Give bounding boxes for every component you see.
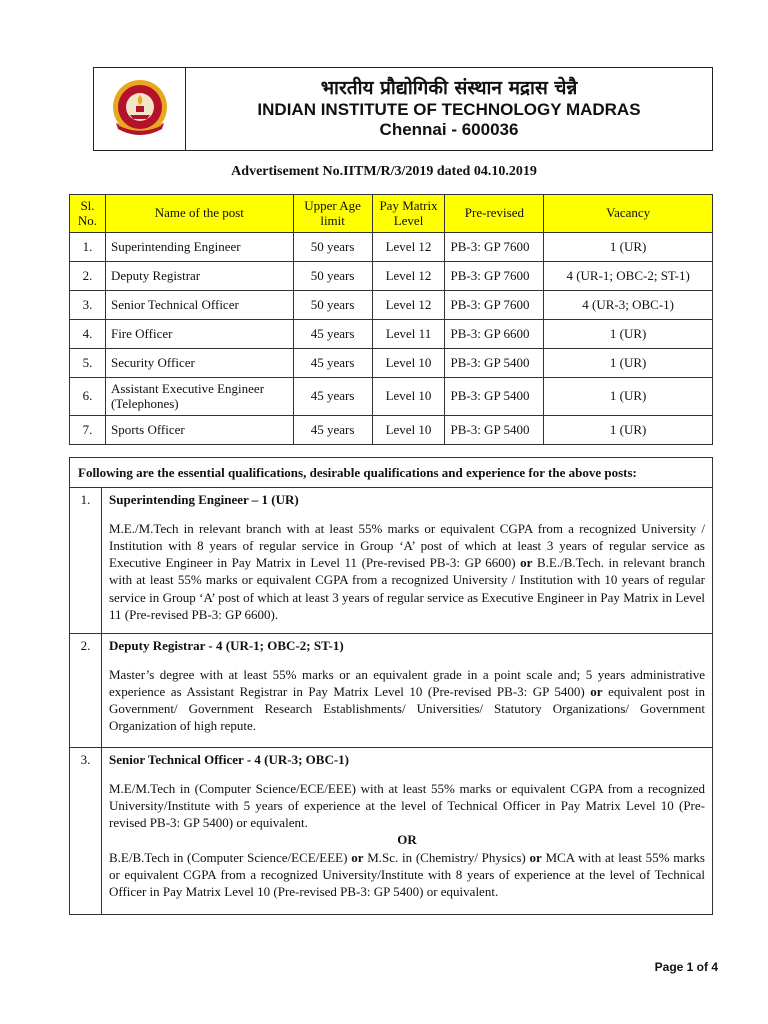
cell-name: Assistant Executive Engineer (Telephones)	[105, 378, 293, 416]
cell-sl: 6.	[70, 378, 106, 416]
qualification-number: 2.	[70, 634, 102, 747]
cell-vacancy: 1 (UR)	[544, 416, 713, 445]
cell-vacancy: 4 (UR-1; OBC-2; ST-1)	[544, 262, 713, 291]
qualification-item	[70, 634, 712, 748]
header-pay: Pay Matrix Level	[372, 195, 445, 233]
header-vacancy: Vacancy	[544, 195, 713, 233]
institute-name-english: INDIAN INSTITUTE OF TECHNOLOGY MADRAS	[257, 99, 641, 119]
header-prerevised: Pre-revised	[445, 195, 544, 233]
header-title-block	[186, 68, 712, 150]
qualification-text: B.E/B.Tech in (Computer Science/ECE/EEE) or M.Sc. in (Chemistry/ Physics) or MCA with at least 55% marks or equivalent CGPA from a recognized University/Institute with 8 years of experience at the level of Technical Officer in Pay Matrix Level 10 (Pre-revised PB-3: GP 5400) or equivalent.	[109, 849, 705, 899]
cell-sl: 5.	[70, 349, 106, 378]
advertisement-number: Advertisement No.IITM/R/3/2019 dated 04.10.2019	[231, 164, 537, 179]
posts-table	[69, 194, 713, 445]
cell-sl: 4.	[70, 320, 106, 349]
cell-name: Deputy Registrar	[105, 262, 293, 291]
institute-name-hindi: भारतीय प्रौद्योगिकी संस्थान मद्रास चेन्नै	[320, 76, 578, 99]
qualification-text: Master’s degree with at least 55% marks or an equivalent grade in a point scale and; 5 years administrative experience as Assistant Registrar in Pay Matrix Level 10 (Pre-revised PB-3: GP 5400) or equivalent post in Government/ Government Research Establishments/ Universities/ Statutory Organizations/ Government Organization of high repute.	[109, 667, 706, 734]
cell-vacancy: 1 (UR)	[544, 320, 713, 349]
cell-name: Sports Officer	[105, 416, 293, 445]
cell-pay: Level 10	[372, 416, 445, 445]
cell-pay: Level 12	[372, 233, 445, 262]
qualification-title: Senior Technical Officer - 4 (UR-3; OBC-1)	[109, 752, 349, 767]
qualification-text: M.E./M.Tech in relevant branch with at least 55% marks or equivalent CGPA from a recognized University / Institution with 8 years of regular service in Group ‘A’ post of which at least 3 years of regular service as Executive Engineer in Pay Matrix in Level 11 (Pre-revised PB-3: GP 6600) or B.E./B.Tech. in relevant branch with at least 55% marks or equivalent CGPA from a recognized University / Institution with 10 years of regular service in Group ‘A’ post of which at least 3 years of regular service as Executive Engineer in Pay Matrix in Level 11 (Pre-revised PB-3: GP 6600).	[109, 521, 706, 622]
qualifications-section	[69, 457, 713, 915]
qualification-body	[102, 634, 712, 747]
logo-cell	[94, 68, 186, 150]
cell-age: 50 years	[293, 262, 372, 291]
cell-age: 45 years	[293, 416, 372, 445]
cell-name: Security Officer	[105, 349, 293, 378]
table-row	[70, 349, 713, 378]
cell-pay: Level 12	[372, 291, 445, 320]
cell-vacancy: 1 (UR)	[544, 378, 713, 416]
cell-age: 50 years	[293, 291, 372, 320]
table-row	[70, 378, 713, 416]
cell-sl: 2.	[70, 262, 106, 291]
table-row	[70, 320, 713, 349]
cell-vacancy: 1 (UR)	[544, 349, 713, 378]
cell-name: Fire Officer	[105, 320, 293, 349]
cell-pay: Level 12	[372, 262, 445, 291]
cell-vacancy: 1 (UR)	[544, 233, 713, 262]
table-row	[70, 233, 713, 262]
qualification-item	[70, 488, 712, 634]
cell-name: Senior Technical Officer	[105, 291, 293, 320]
qualification-item	[70, 748, 712, 914]
cell-prerevised: PB-3: GP 6600	[445, 320, 544, 349]
qualification-body	[102, 748, 712, 914]
qualification-body	[102, 488, 712, 633]
table-row	[70, 291, 713, 320]
cell-sl: 7.	[70, 416, 106, 445]
cell-age: 45 years	[293, 320, 372, 349]
table-row	[70, 262, 713, 291]
cell-sl: 3.	[70, 291, 106, 320]
cell-prerevised: PB-3: GP 7600	[445, 291, 544, 320]
qualification-number: 3.	[70, 748, 102, 914]
cell-sl: 1.	[70, 233, 106, 262]
institute-city: Chennai - 600036	[379, 119, 519, 139]
qualifications-heading: Following are the essential qualifications, desirable qualifications and experience for the above posts:	[70, 458, 712, 488]
cell-pay: Level 10	[372, 378, 445, 416]
header-sl: Sl. No.	[70, 195, 106, 233]
qualification-text: M.E/M.Tech in (Computer Science/ECE/EEE) with at least 55% marks or equivalent CGPA from a recognized University/Institute with 5 years of experience at the level of Technical Officer in Pay Matrix Level 10 (Pre-revised PB-3: GP 5400) or equivalent.	[109, 781, 705, 831]
or-separator: OR	[397, 832, 417, 848]
cell-pay: Level 10	[372, 349, 445, 378]
table-row	[70, 416, 713, 445]
iitm-logo-icon	[110, 77, 170, 141]
cell-name: Superintending Engineer	[105, 233, 293, 262]
cell-prerevised: PB-3: GP 5400	[445, 416, 544, 445]
header-name: Name of the post	[105, 195, 293, 233]
cell-age: 50 years	[293, 233, 372, 262]
posts-table-header	[70, 195, 713, 233]
qualification-title: Deputy Registrar - 4 (UR-1; OBC-2; ST-1)	[109, 638, 344, 653]
qualification-title: Superintending Engineer – 1 (UR)	[109, 492, 299, 507]
cell-vacancy: 4 (UR-3; OBC-1)	[544, 291, 713, 320]
cell-prerevised: PB-3: GP 7600	[445, 233, 544, 262]
cell-prerevised: PB-3: GP 5400	[445, 378, 544, 416]
cell-age: 45 years	[293, 378, 372, 416]
cell-prerevised: PB-3: GP 7600	[445, 262, 544, 291]
cell-pay: Level 11	[372, 320, 445, 349]
institute-header	[93, 67, 713, 151]
cell-age: 45 years	[293, 349, 372, 378]
cell-prerevised: PB-3: GP 5400	[445, 349, 544, 378]
header-age: Upper Age limit	[293, 195, 372, 233]
page-number: Page 1 of 4	[654, 960, 718, 974]
qualification-number: 1.	[70, 488, 102, 633]
